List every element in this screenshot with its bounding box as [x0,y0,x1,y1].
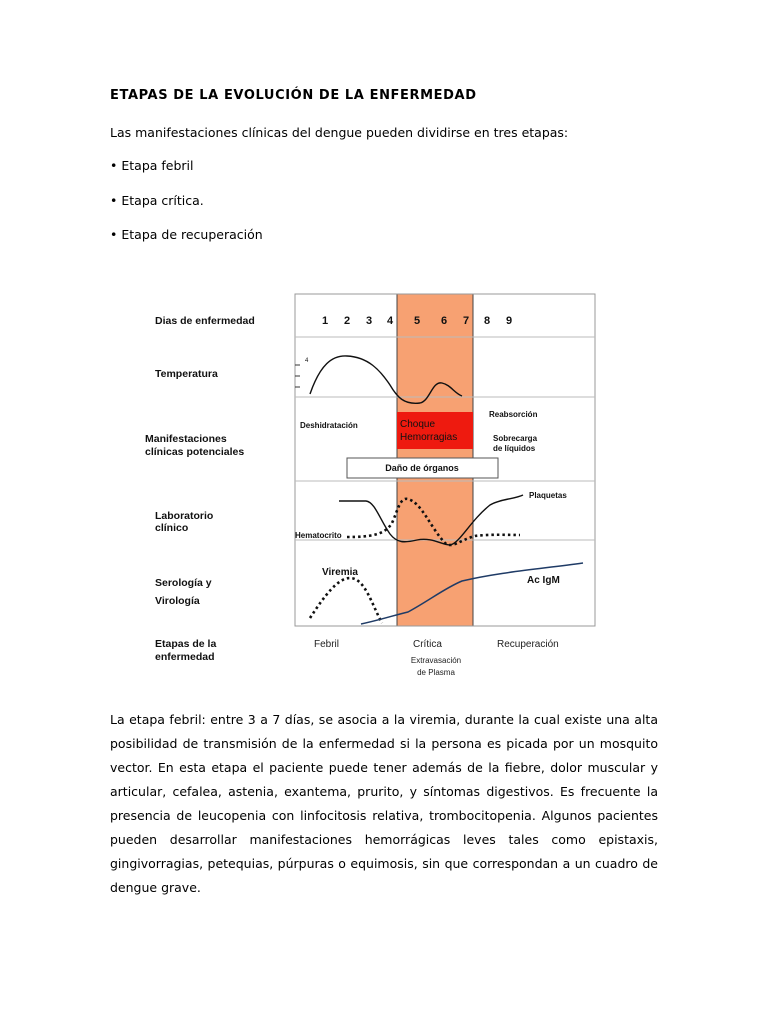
bullet-label: Etapa crítica. [121,193,204,208]
row-label-stages: enfermedad [155,651,215,663]
label-ac-igm: Ac IgM [527,575,560,586]
intro-text: Las manifestaciones clínicas del dengue pueden dividirse en tres etapas: [110,125,569,140]
febrile-stage-paragraph: La etapa febril: entre 3 a 7 días, se asocia a la viremia, durante la cual existe una alta posibilidad de transmisión de la enfermedad si la persona es picada por un mosquito vector. En esta etapa el paciente puede tener además de la fiebre, dolor muscular y articular, cefalea, astenia, exantema, prurito, y síntomas digestivos. Es frecuente la presencia de leucopenia con linfocitosis relativa, trombocitopenia. Algunos pacientes pueden desarrollar manifestaciones hemorrágicas leves tales como epistaxis, gingivorragias, petequias, púrpuras o equimosis, sin que correspondan a un cuadro de dengue grave. [110,712,658,895]
row-label-days: Dias de enfermedad [155,315,255,327]
dengue-stages-figure [140,285,610,689]
bullet-symbol: • [110,227,118,242]
day-number: 1 [321,315,329,327]
row-label-manifestations: Manifestaciones [145,433,227,445]
label-reabsorcion: Reabsorción [489,410,538,419]
row-label-serology: Serología y [155,577,212,589]
day-number: 7 [462,315,470,327]
row-label-manifestations: clínicas potenciales [145,446,245,458]
temperature-ticks [295,365,300,387]
label-dano-organos: Daño de órganos [385,463,459,473]
day-number: 4 [386,315,394,327]
bullet-label: Etapa de recuperación [121,227,263,242]
label-sobrecarga: Sobrecarga [493,434,538,443]
bullet-symbol: • [110,158,118,173]
bullet-item [110,158,194,173]
label-deshidratacion: Deshidratación [300,421,358,430]
row-label-laboratory: Laboratorio [155,510,214,522]
label-extravasacion: Extravasación [410,656,462,665]
row-label-stages: Etapas de la [155,638,217,650]
day-number: 8 [483,315,491,327]
label-viremia: Viremia [322,567,358,578]
row-label-serology: Virología [155,595,200,607]
row-label-temperature: Temperatura [155,368,218,380]
label-hemorragias: Hemorragias [400,432,458,443]
label-sobrecarga: de líquidos [493,444,536,453]
stage-recuperacion: Recuperación [497,639,559,650]
day-number: 6 [440,315,448,327]
day-number: 5 [413,315,421,327]
label-choque: Choque [400,419,436,430]
day-number: 3 [365,315,373,327]
bullet-item [110,193,204,208]
day-number: 2 [343,315,351,327]
bullet-item [110,227,263,242]
row-label-laboratory: clínico [155,522,189,534]
stage-febril: Febril [314,639,340,650]
label-extravasacion: de Plasma [417,668,455,677]
temperature-tick-label: 4 [305,358,309,364]
page-title: ETAPAS DE LA EVOLUCIÓN DE LA ENFERMEDAD [110,88,477,103]
label-plaquetas: Plaquetas [529,491,567,500]
label-hematocrito: Hematocrito [295,531,342,540]
shock-hemorrhage-box [397,412,473,449]
viremia-curve [310,578,382,623]
stage-critica: Crítica [413,639,442,650]
bullet-symbol: • [110,193,118,208]
bullet-label: Etapa febril [121,158,194,173]
day-number: 9 [505,315,513,327]
